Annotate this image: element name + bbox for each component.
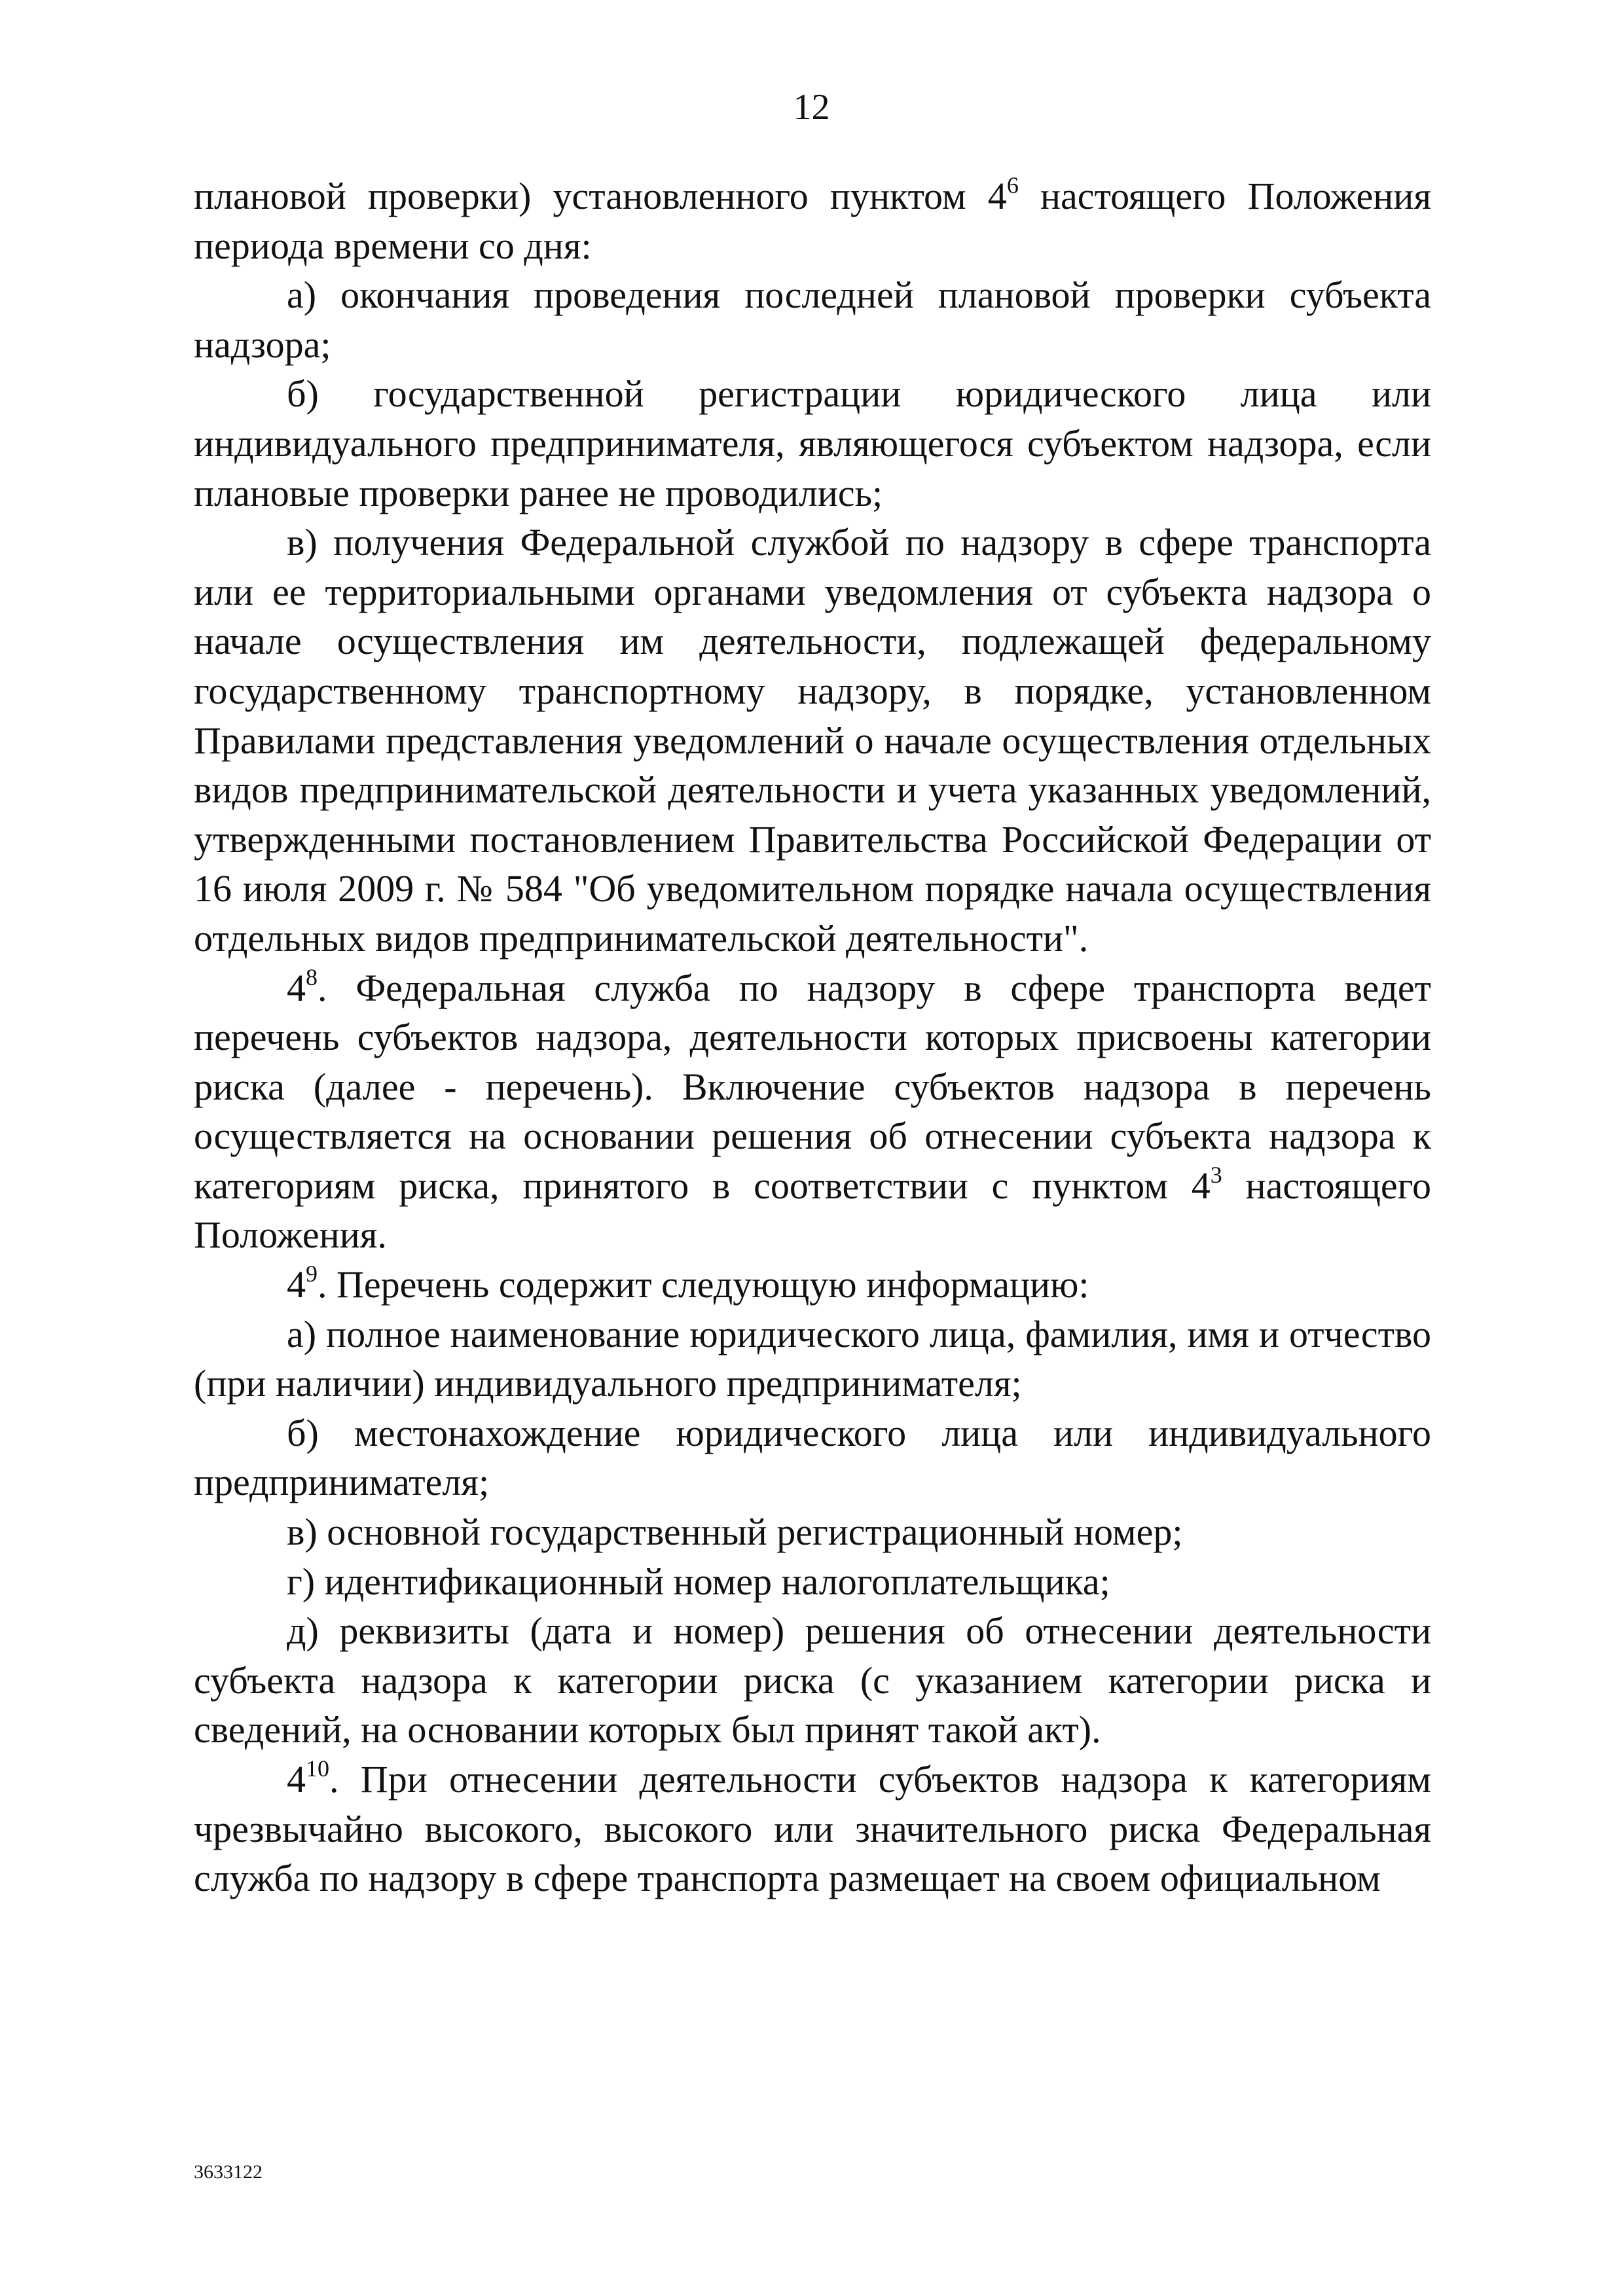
- superscript: 6: [1006, 172, 1019, 198]
- paragraph-text: в) основной государственный регистрационный номер;: [287, 1511, 1183, 1554]
- paragraph-text: а) окончания проведения последней плановой проверки субъекта надзора;: [194, 274, 1431, 366]
- superscript: 8: [306, 963, 318, 990]
- paragraph-text: настоящего Положения.: [194, 1164, 1431, 1257]
- paragraph: [194, 1408, 1431, 1507]
- superscript: 9: [306, 1261, 318, 1287]
- superscript: 10: [306, 1755, 329, 1782]
- paragraph: [194, 1260, 1431, 1310]
- paragraph-text: 4: [287, 966, 306, 1009]
- paragraph: [194, 518, 1431, 963]
- paragraph-text: д) реквизиты (дата и номер) решения об отнесении деятельности субъекта надзора к категории риска (с указанием категории риска и сведений, на основании которых был принят такой акт).: [194, 1609, 1431, 1751]
- paragraph-text: в) получения Федеральной службой по надзору в сфере транспорта или ее территориальными органами уведомления от субъекта надзора о начале осуществления им деятельности, подлежащей федеральному государственному транспортному надзору, в порядке, установленном Правилами представления уведомлений о начале осуществления отдельных видов предпринимательской деятельности и учета указанных уведомлений, утвержденными постановлением Правительства Российской Федерации от 16 июля 2009 г. № 584 "Об уведомительном порядке начала осуществления отдельных видов предпринимательской деятельности".: [194, 521, 1431, 960]
- paragraph: [194, 171, 1431, 270]
- paragraph-text: . При отнесении деятельности субъектов надзора к категориям чрезвычайно высокого, высокого или значительного риска Федеральная служба по надзору в сфере транспорта размещает на своем официальном: [194, 1758, 1431, 1900]
- paragraph-text: плановой проверки) установленного пунктом 4: [194, 175, 1007, 217]
- paragraph-text: . Федеральная служба по надзору в сфере транспорта ведет перечень субъектов надзора, деятельности которых присвоены категории риска (далее - перечень). Включение субъектов надзора в перечень осуществляется на основании решения об отнесении субъекта надзора к категориям риска, принятого в соответствии с пунктом 4: [194, 966, 1431, 1207]
- paragraph: [194, 1606, 1431, 1755]
- paragraph: [194, 1755, 1431, 1903]
- paragraph-text: б) местонахождение юридического лица или индивидуального предпринимателя;: [194, 1411, 1431, 1504]
- paragraph: [194, 1507, 1431, 1557]
- paragraph: [194, 369, 1431, 518]
- paragraph: [194, 270, 1431, 369]
- document-code: 3633122: [194, 2161, 263, 2183]
- paragraph: [194, 963, 1431, 1261]
- paragraph-text: а) полное наименование юридического лица, фамилия, имя и отчество (при наличии) индивидуального предпринимателя;: [194, 1312, 1431, 1405]
- paragraph: [194, 1310, 1431, 1408]
- paragraph-text: г) идентификационный номер налогоплательщика;: [287, 1560, 1110, 1603]
- superscript: 3: [1210, 1161, 1222, 1188]
- page-number: 12: [793, 87, 830, 128]
- paragraph-text: б) государственной регистрации юридического лица или индивидуального предпринимателя, являющегося субъектом надзора, если плановые проверки ранее не проводились;: [194, 372, 1431, 514]
- paragraph-text: настоящего Положения периода времени со дня:: [194, 175, 1432, 267]
- paragraph-text: 4: [287, 1263, 306, 1306]
- paragraph-text: 4: [287, 1758, 306, 1801]
- paragraph: [194, 1557, 1431, 1607]
- paragraph-text: . Перечень содержит следующую информацию:: [318, 1263, 1089, 1306]
- document-body: [194, 171, 1431, 1903]
